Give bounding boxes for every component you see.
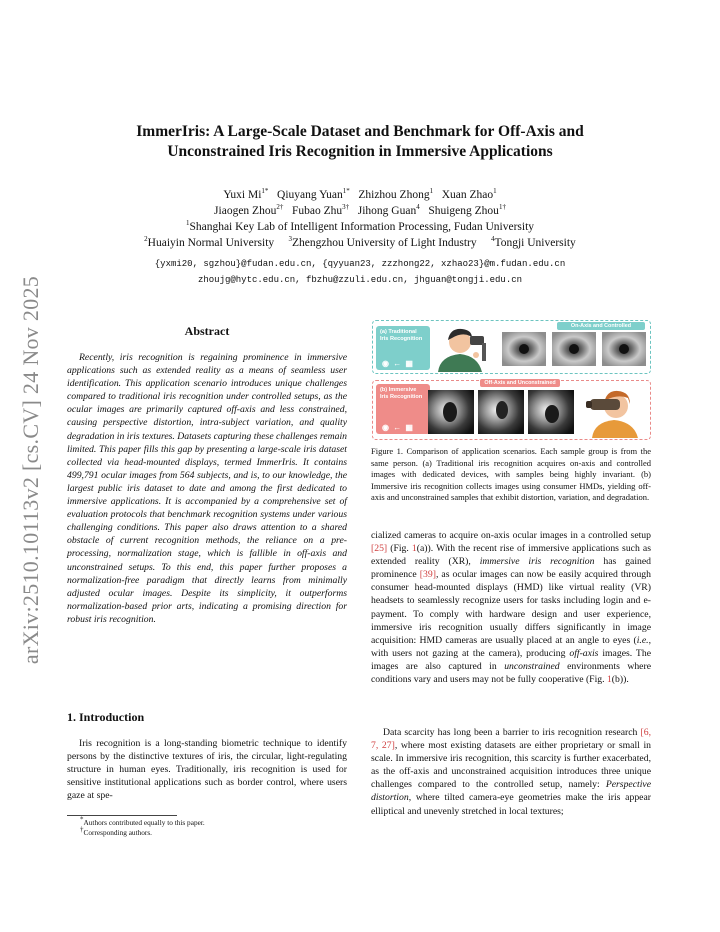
author-list-line-1 [70,187,650,203]
emphasis: immersive iris recognition [479,556,595,568]
text-run: images. The images are also captured in [371,647,651,672]
author-list-line-2 [70,203,650,219]
affiliation: Huaiyin Normal University [147,237,275,249]
author: Shuigeng Zhou [428,205,499,217]
affiliation-mark: 4 [491,235,495,244]
text-run: , as ocular images can now be easily acquired through consumer head-mounted displays (HMD) like virtual reality (VR) headsets to seamlessly recognize users for tasks including login and e-payment. To comply with hardware design and user experience, immersive iris recognition usually differs significantly in image acquisition: HMD cameras are usually placed at an angle to eyes ( [371,569,651,646]
emphasis: unconstrained [504,660,560,672]
author: Xuan Zhao [441,189,494,201]
title-line-1: ImmerIris: A Large-Scale Dataset and Benchmark for Off-Axis and [136,123,584,140]
emphasis: Perspective distortion [371,779,651,804]
author: Fubao Zhu [291,205,343,217]
text-run: cialized cameras to acquire on-axis ocular images in a controlled setup [371,530,651,541]
author: Jiaogen Zhou [214,205,277,217]
emphasis: i.e. [636,634,649,646]
affiliation: Tongji University [494,237,576,249]
author-mark: 2† [276,203,284,212]
text-run: , where tilted camera-eye geometries make the iris appear elliptical and unevenly stretched in local textures; [371,792,651,817]
footnote-mark: * [80,815,84,824]
arxiv-identifier [12,260,50,680]
affiliation-line-1 [70,219,650,235]
person-with-iris-scanner-illustration [432,322,494,372]
text-run: , with users not gazing at the camera), producing [371,634,651,659]
author: Qiuyang Yuan [277,189,343,201]
tag-traditional-text: (a) Traditional Iris Recognition [380,329,423,342]
email-line-2[interactable]: zhoujg@hytc.edu.cn, fbzhu@zzuli.edu.cn, jhguan@tongji.edu.cn [197,275,523,285]
intro-paragraph-2 [371,726,651,818]
author-mark: 1† [498,203,506,212]
intro-paragraph-1-continued [371,529,651,686]
author-mark: 1 [493,187,497,196]
abstract-body: Recently, iris recognition is regaining prominence in immersive applications such as extended reality as a means of seamless user identification. This application scenario introduces unique challenges compared to traditional iris recognition under controlled setups, as the ocular images are primarily captured off-axis and less constrained, causing perspective distortion, intra-subject variation, and quality degradation in iris textures. Datasets capturing these challenges remain limited. This paper fills this gap by presenting a large-scale iris dataset collected via head-mounted displays, termed ImmerIris. It contains 499,791 ocular images from 564 subjects, and is, to our knowledge, the largest public iris dataset to date and among the first dedicated to immersive applications. It is accompanied by a comprehensive set of evaluation protocols that benchmark recognition systems under various challenging conditions. This paper also draws attention to a shared obstacle of current recognition methods, the reliance on a pre-processing, normalization stage, which is fallible in off-axis and unconstrained setups. To this end, this paper further proposes a normalization-free paradigm that directly learns from minimally adjusted ocular images. Despite its simplicity, it outperforms normalization-based prior arts, indicating a promising direction for robust iris recognition. [67,352,347,625]
affiliation-mark: 1 [185,219,190,228]
paper-title [70,122,650,162]
author-mark: 4 [416,203,420,212]
author: Yuxi Mi [223,189,262,201]
citation-link[interactable]: [39] [419,569,436,581]
on-axis-label: On-Axis and Controlled [557,322,645,330]
text-run: (a)). With the recent rise of immersive applications such as extended reality (XR), [371,543,651,568]
text-run: Data scarcity has long been a barrier to iris recognition research [383,727,641,738]
intro-paragraph-1: Iris recognition is a long-standing biometric technique to identify persons by the distinctive textures of iris, the circular, light-regulating structure in human eyes. Traditionally, iris recognition is used for sensitive institutional applications such as border control, where users gaze at spe- [67,738,347,802]
off-axis-label: Off-Axis and Unconstrained [480,379,560,387]
affiliation: Shanghai Key Lab of Intelligent Information Processing, Fudan University [189,221,535,233]
citation-link[interactable]: [6, 7, 27] [371,727,651,752]
off-axis-iris-samples [428,390,578,434]
text-run: (b)). [611,674,629,686]
text-run: (Fig. [387,543,412,555]
figure-1 [372,320,651,440]
email-line-1[interactable]: {yxmi20, sgzhou}@fudan.edu.cn, {qyyuan23, zzzhong22, xzhao23}@m.fudan.edu.cn [154,259,566,269]
affiliation: Zhengzhou University of Light Industry [292,237,477,249]
author: Jihong Guan [357,205,417,217]
footnote-equal-text: Authors contributed equally to this paper. [83,818,205,827]
tag-immersive-text: (b) Immersive Iris Recognition [380,387,423,400]
affiliation-mark: 2 [144,235,148,244]
abstract-heading [67,322,347,340]
affiliation-mark: 3 [288,235,293,244]
intro-heading: 1. Introduction [67,710,145,724]
text-run: has gained prominence [371,556,651,581]
title-line-2: Unconstrained Iris Recognition in Immersive Applications [167,143,553,160]
author: Zhizhou Zhong [358,189,430,201]
figure-reference-link[interactable]: 1 [606,674,612,686]
on-axis-iris-samples [502,332,648,368]
text-run: , where most existing datasets are either proprietary or small in scale. In immersive iris recognition, this scarcity is further exacerbated, as the off-axis and unconstrained acquisition introduces three unique challenges compared to the controlled setup, namely: [371,740,651,791]
footnote-mark: † [80,825,84,834]
arxiv-identifier-text: arXiv:2510.10113v2 [cs.CV] 24 Nov 2025 [18,275,43,665]
emphasis: off-axis [569,647,599,659]
tag-immersive [376,384,430,434]
tag-traditional [376,326,430,370]
citation-link[interactable]: [25] [371,543,388,555]
author-mark: 1 [429,187,434,196]
person-with-vr-headset-illustration [584,382,646,438]
figure-1-caption: Figure 1. Comparison of application scenarios. Each sample group is from the same person. (a) Traditional iris recognition acquires on-axis and controlled images with dedicated devices, with samples being highly invariant. (b) Immersive iris recognition collects images using consumer HMDs, yielding off-axis and unconstrained samples that exhibit distortion, variation, and degradation. [371,446,651,502]
author-mark: 3† [342,203,350,212]
author-mark: 1* [342,187,350,196]
text-run: environments where conditions vary and users may not be fully cooperative (Fig. [371,660,651,686]
affiliation-line-2 [70,235,650,251]
eye-left-arrow-camera-icon: ◉ ← ▦ [382,359,414,368]
abstract-heading-text: Abstract [184,324,230,338]
figure-reference-link[interactable]: 1 [411,543,417,555]
eye-left-arrow-camera-icon: ◉ ← ▦ [382,423,414,432]
footnote-corr-text: Corresponding authors. [83,828,153,837]
footnote-equal [80,815,340,828]
footnote-corresponding [80,825,340,838]
author-mark: 1* [261,187,269,196]
